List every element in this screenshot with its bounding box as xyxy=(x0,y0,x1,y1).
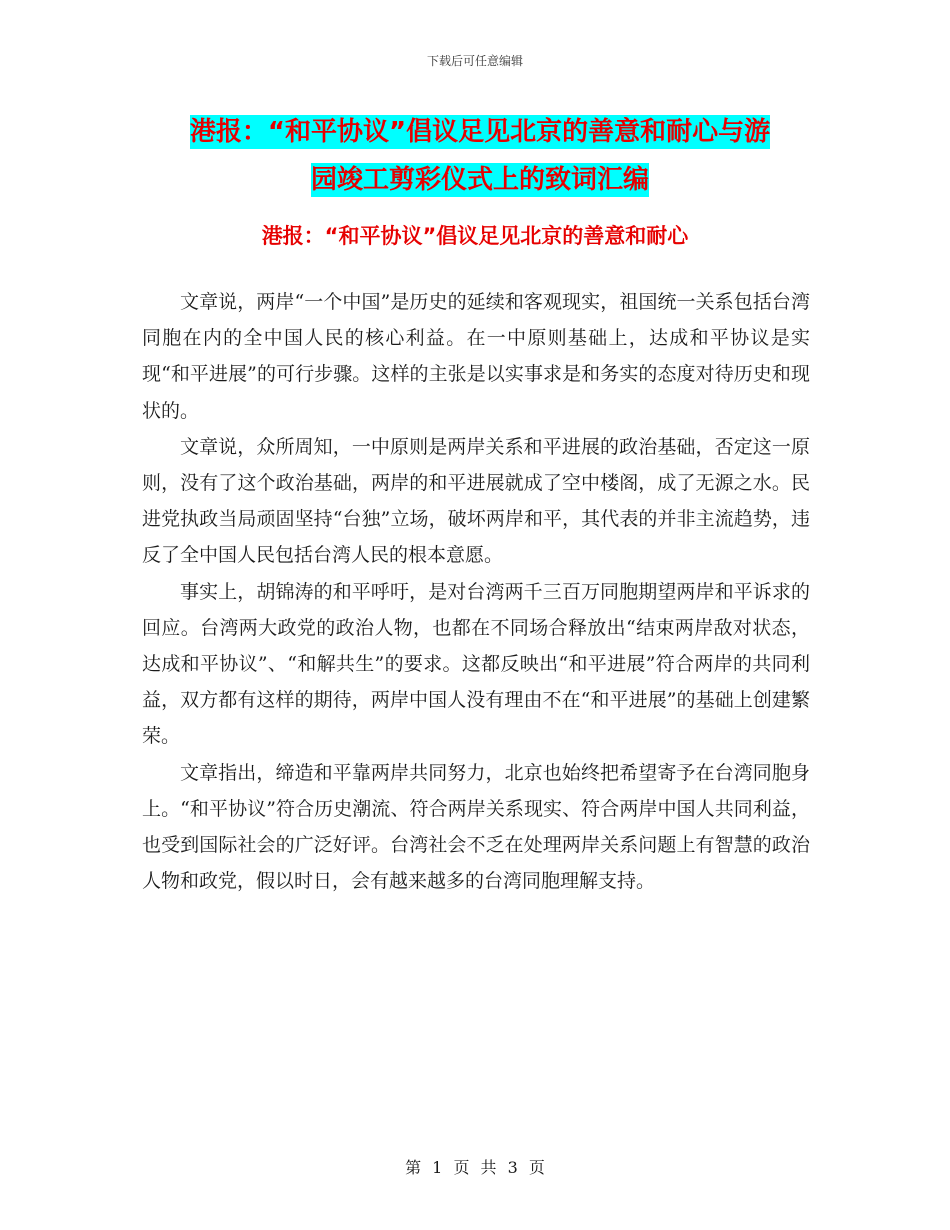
document-title-line-2: 园竣工剪彩仪式上的致词汇编 xyxy=(310,165,649,195)
paragraph: 事实上，胡锦涛的和平呼吁，是对台湾两千三百万同胞期望两岸和平诉求的回应。台湾两大政党的政治人物，也都在不同场合释放出“结束两岸敌对状态，达成和平协议”、“和解共生”的要求。这都反映出“和平进展”符合两岸的共同利益，双方都有这样的期待，两岸中国人没有理由不在“和平进展”的基础上创建繁荣。 xyxy=(142,580,810,748)
page-number: 第 1 页 共 3 页 xyxy=(405,1158,545,1177)
section-title: 港报：“和平协议”倡议足见北京的善意和耐心 xyxy=(261,224,689,248)
page-header-note: 下载后可任意编辑 xyxy=(426,54,523,68)
paragraph: 文章说，众所周知，一中原则是两岸关系和平进展的政治基础，否定这一原则，没有了这个政治基础，两岸的和平进展就成了空中楼阁，成了无源之水。民进党执政当局顽固坚持“台独”立场，破坏两岸和平，其代表的并非主流趋势，违反了全中国人民包括台湾人民的根本意愿。 xyxy=(142,435,810,567)
article-body xyxy=(142,284,810,899)
paragraph: 文章说，两岸“一个中国”是历史的延续和客观现实，祖国统一关系包括台湾同胞在内的全中国人民的核心利益。在一中原则基础上，达成和平协议是实现“和平进展”的可行步骤。这样的主张是以实事求是和务实的态度对待历史和现状的。 xyxy=(142,291,810,422)
document-title-line-1: 港报：“和平协议”倡议足见北京的善意和耐心与游 xyxy=(189,117,771,147)
paragraph: 文章指出，缔造和平靠两岸共同努力，北京也始终把希望寄予在台湾同胞身上。“和平协议”符合历史潮流、符合两岸关系现实、符合两岸中国人共同利益，也受到国际社会的广泛好评。台湾社会不乏在处理两岸关系问题上有智慧的政治人物和政党，假以时日，会有越来越多的台湾同胞理解支持。 xyxy=(142,761,810,893)
document-title xyxy=(140,108,820,204)
